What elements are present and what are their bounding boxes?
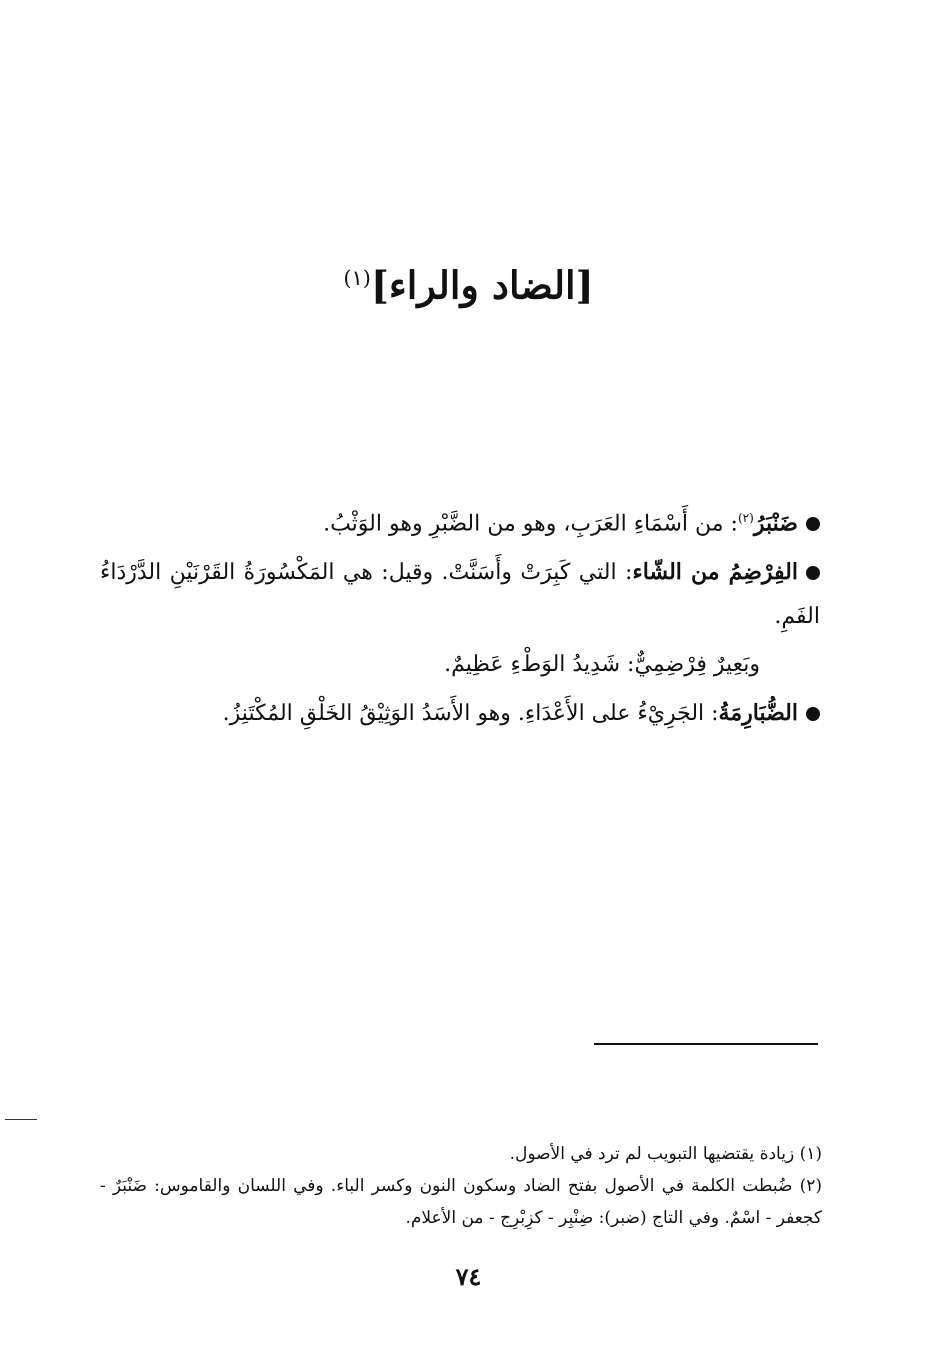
entry-footnote-ref: (٢): [737, 511, 754, 525]
page-number: ٧٤: [455, 1262, 482, 1291]
entry-text: : من أَسْمَاءِ العَرَبِ، وهو من الضَّبْرِ وهو الوَثْبُ.: [323, 511, 738, 537]
bullet-icon: [806, 517, 820, 531]
footnote-number: (٢): [799, 1176, 823, 1196]
title-footnote-ref: (١): [343, 266, 371, 290]
chapter-title-text: [الضاد والراء]: [370, 262, 594, 308]
entry-headword: الضُّبَارِمَةُ: [718, 700, 798, 727]
entry-firdimi: [100, 643, 820, 687]
footnote-text: ضُبطت الكلمة في الأصول بفتح الضاد وسكون النون وكسر الباء. وفي اللسان والقاموس: ضَنْبَرٌ - كجعفر - اسْمٌ. وفي التاج (ضبر): ضِنْبِر - كزِبْرِج - من الأعلام.: [100, 1176, 822, 1228]
bullet-icon: [806, 707, 820, 721]
dictionary-entries: [100, 496, 820, 740]
entry-headword: الفِرْضِمُ من الشّاء: [632, 559, 798, 586]
entry-text: : الجَرِيْءُ على الأَعْدَاءِ. وهو الأَسَدُ الوَثِيْقُ الخَلْقِ المُكْتَنِزُ.: [222, 701, 719, 727]
footnote-number: (١): [799, 1144, 822, 1164]
footnote-separator: [594, 1043, 818, 1045]
entry-dubarima: [100, 691, 820, 736]
entry-text: وبَعِيرٌ فِرْضِمِيٌّ: شَدِيدُ الوَطْءِ عَظِيمٌ.: [444, 652, 760, 678]
footnotes: [100, 1138, 822, 1234]
bullet-icon: [806, 566, 820, 580]
entry-headword: ضَنْبَرُ: [753, 510, 798, 537]
footnote-text: زيادة يقتضيها التبويب لم ترد في الأصول.: [509, 1144, 795, 1164]
entry-firdim: [100, 550, 820, 639]
entry-danbar: [100, 496, 820, 546]
chapter-title: [0, 248, 937, 316]
footnote-2: [100, 1170, 822, 1234]
margin-mark: [5, 1119, 37, 1120]
footnote-1: [100, 1138, 822, 1170]
entry-text: : التي كَبِرَتْ وأَسَنَّتْ. وقيل: هي المَكْسُورَةُ القَرْنَيْنِ الدَّرْدَاءُ الفَمِ.: [100, 560, 820, 630]
